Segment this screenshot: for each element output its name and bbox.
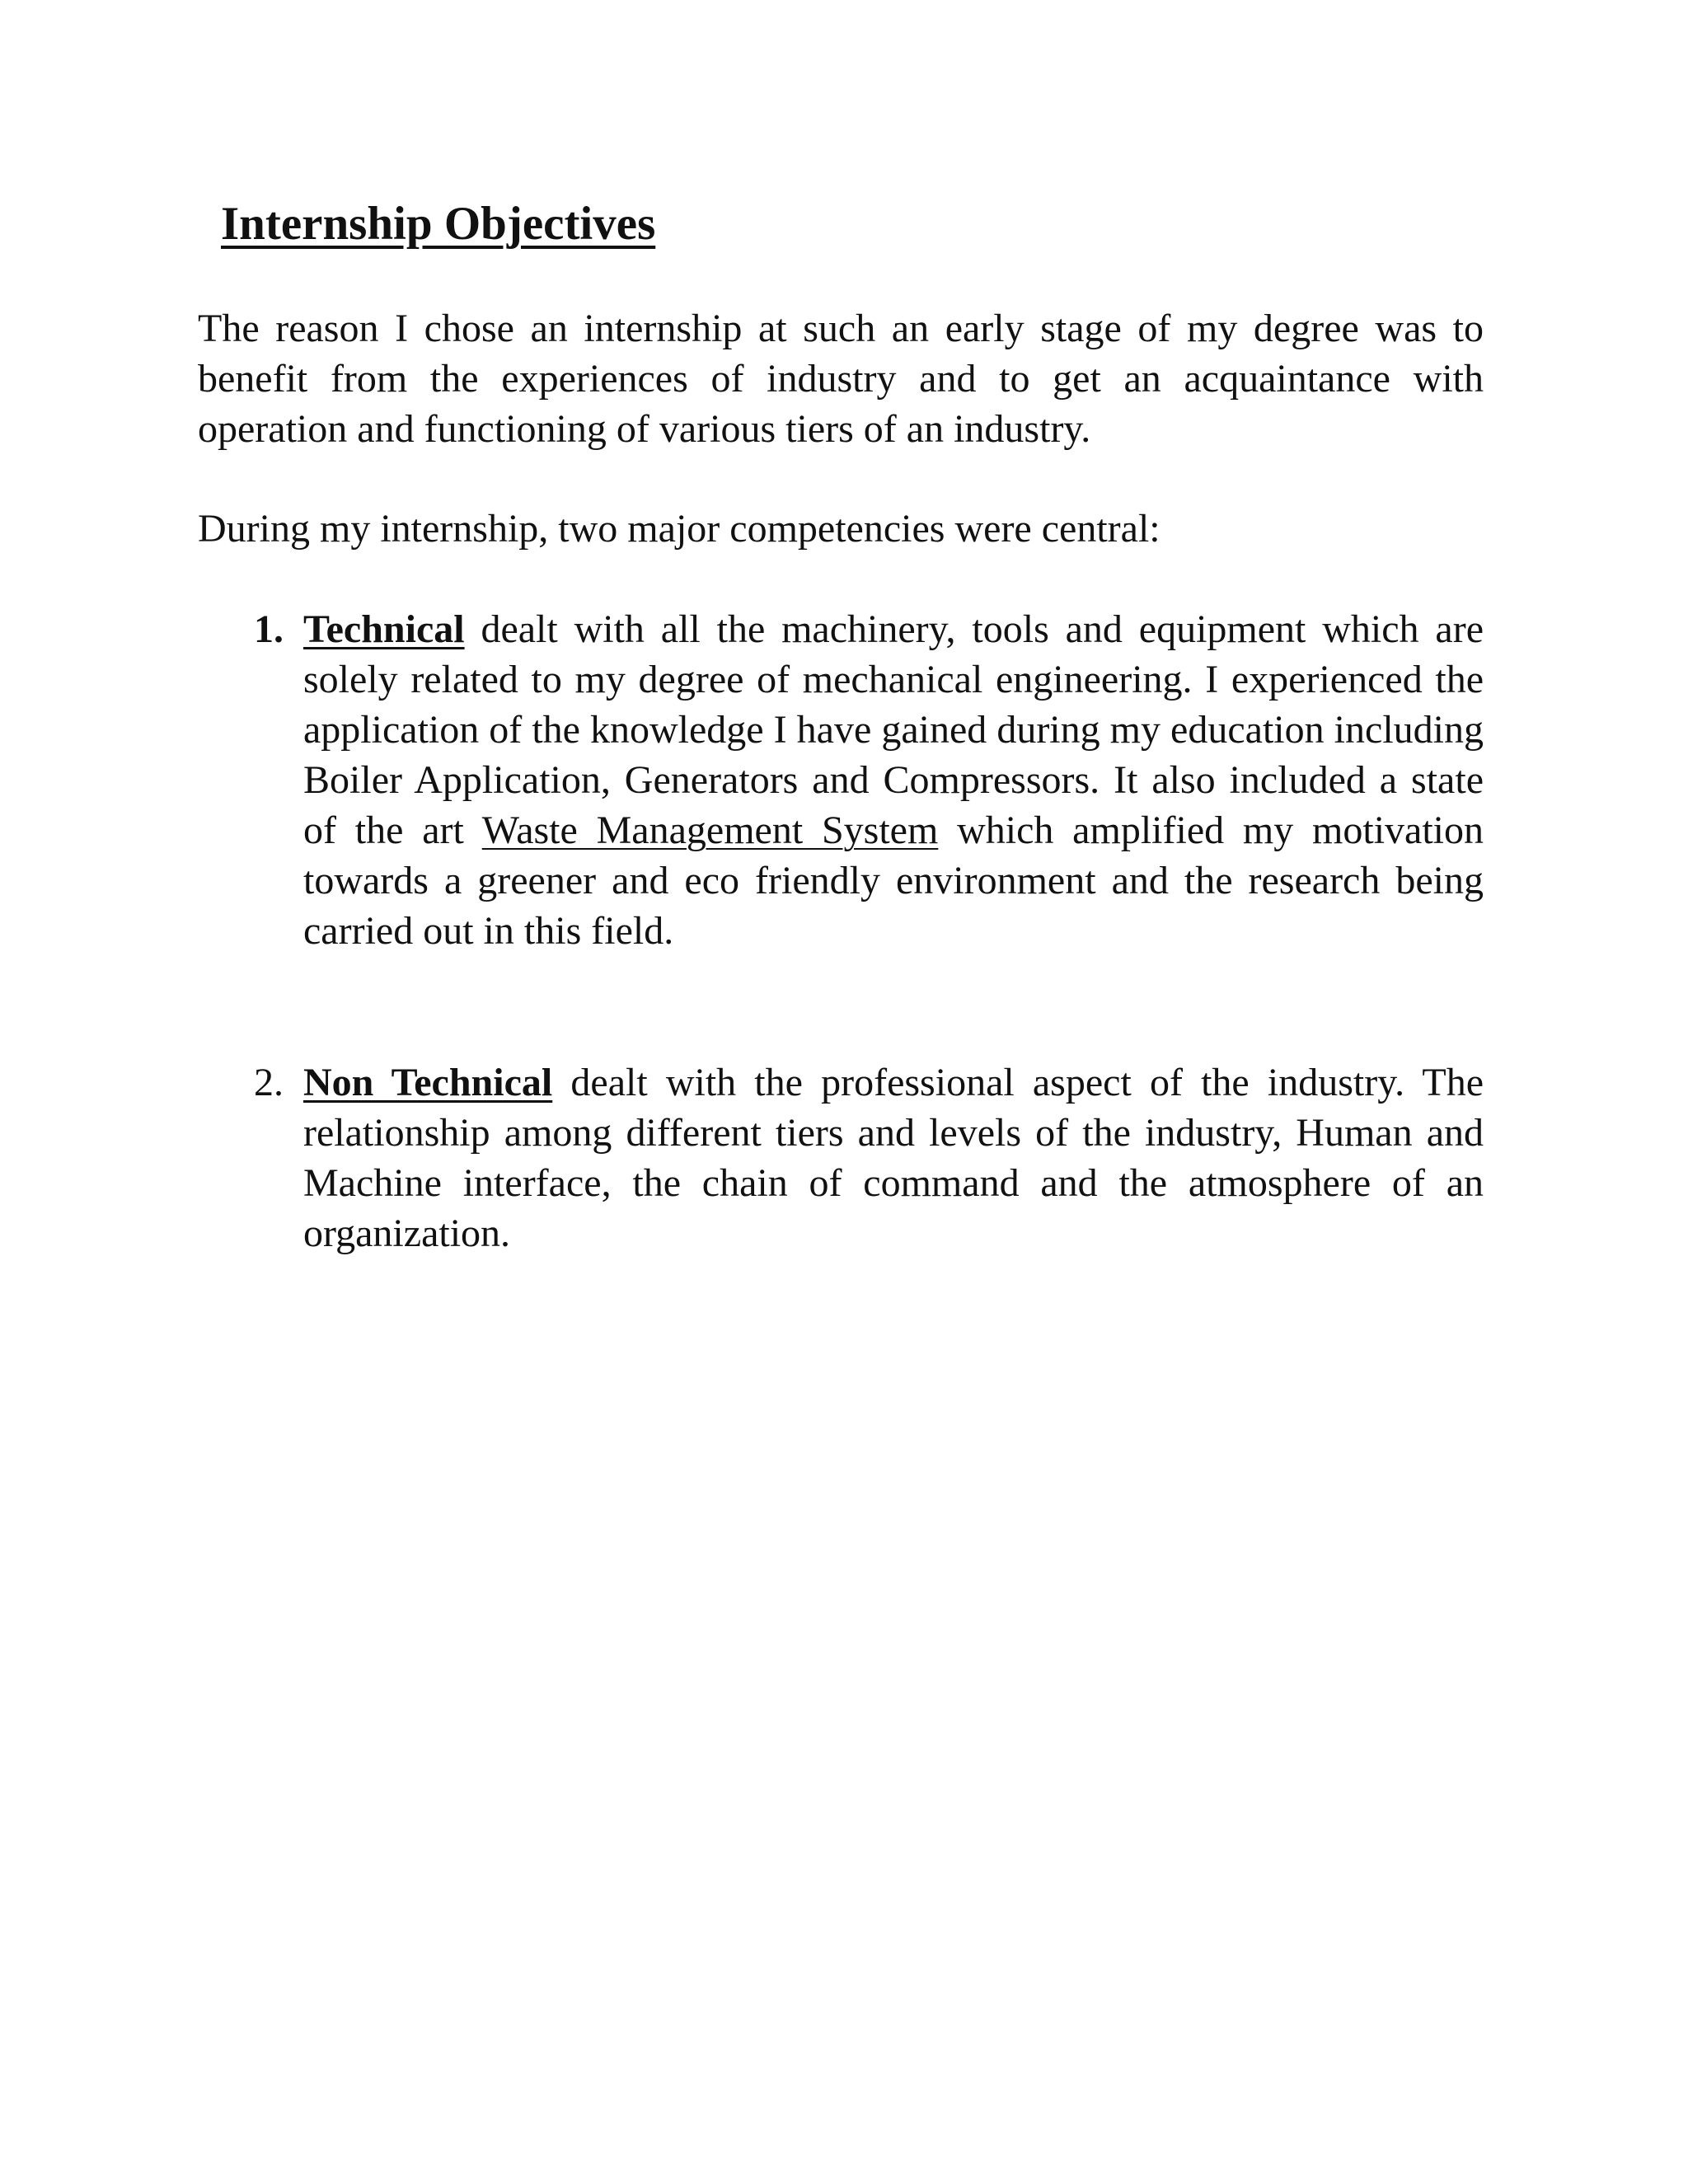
list-number: 2. [254, 1061, 284, 1104]
item-text: dealt with the professional aspect of the industry. The relationship among different tiers and levels of the industry, Human and Machine interface, the chain of command and the atmosphere of an organization. [303, 1061, 1484, 1255]
list-item-technical [198, 604, 1484, 956]
term-non-technical: Non Technical [303, 1061, 553, 1104]
term-technical: Technical [303, 607, 465, 651]
waste-management-link[interactable]: Waste Management System [481, 808, 939, 852]
competencies-intro: During my internship, two major competencies were central: [198, 507, 1160, 551]
list-item-non-technical [198, 1057, 1484, 1258]
intro-paragraph: The reason I chose an internship at such an early stage of my degree was to benefit from the experiences of industry and to get an acquaintance with operation and functioning of various tiers of an industry. [198, 307, 1484, 451]
item-text-continued: which amplified my motivation towards a greener and eco friendly environment and the research being carried out in this field. [303, 808, 1484, 953]
item-text: dealt with all the machinery, tools and equipment which are solely related to my degree of mechanical engineering. I experienced the application of the knowledge I have gained during my education including Boiler Application, Generators and Compressors. It also included a state of the art [303, 607, 1484, 852]
list-number: 1. [254, 607, 284, 651]
page-title: Internship Objectives [221, 198, 656, 250]
